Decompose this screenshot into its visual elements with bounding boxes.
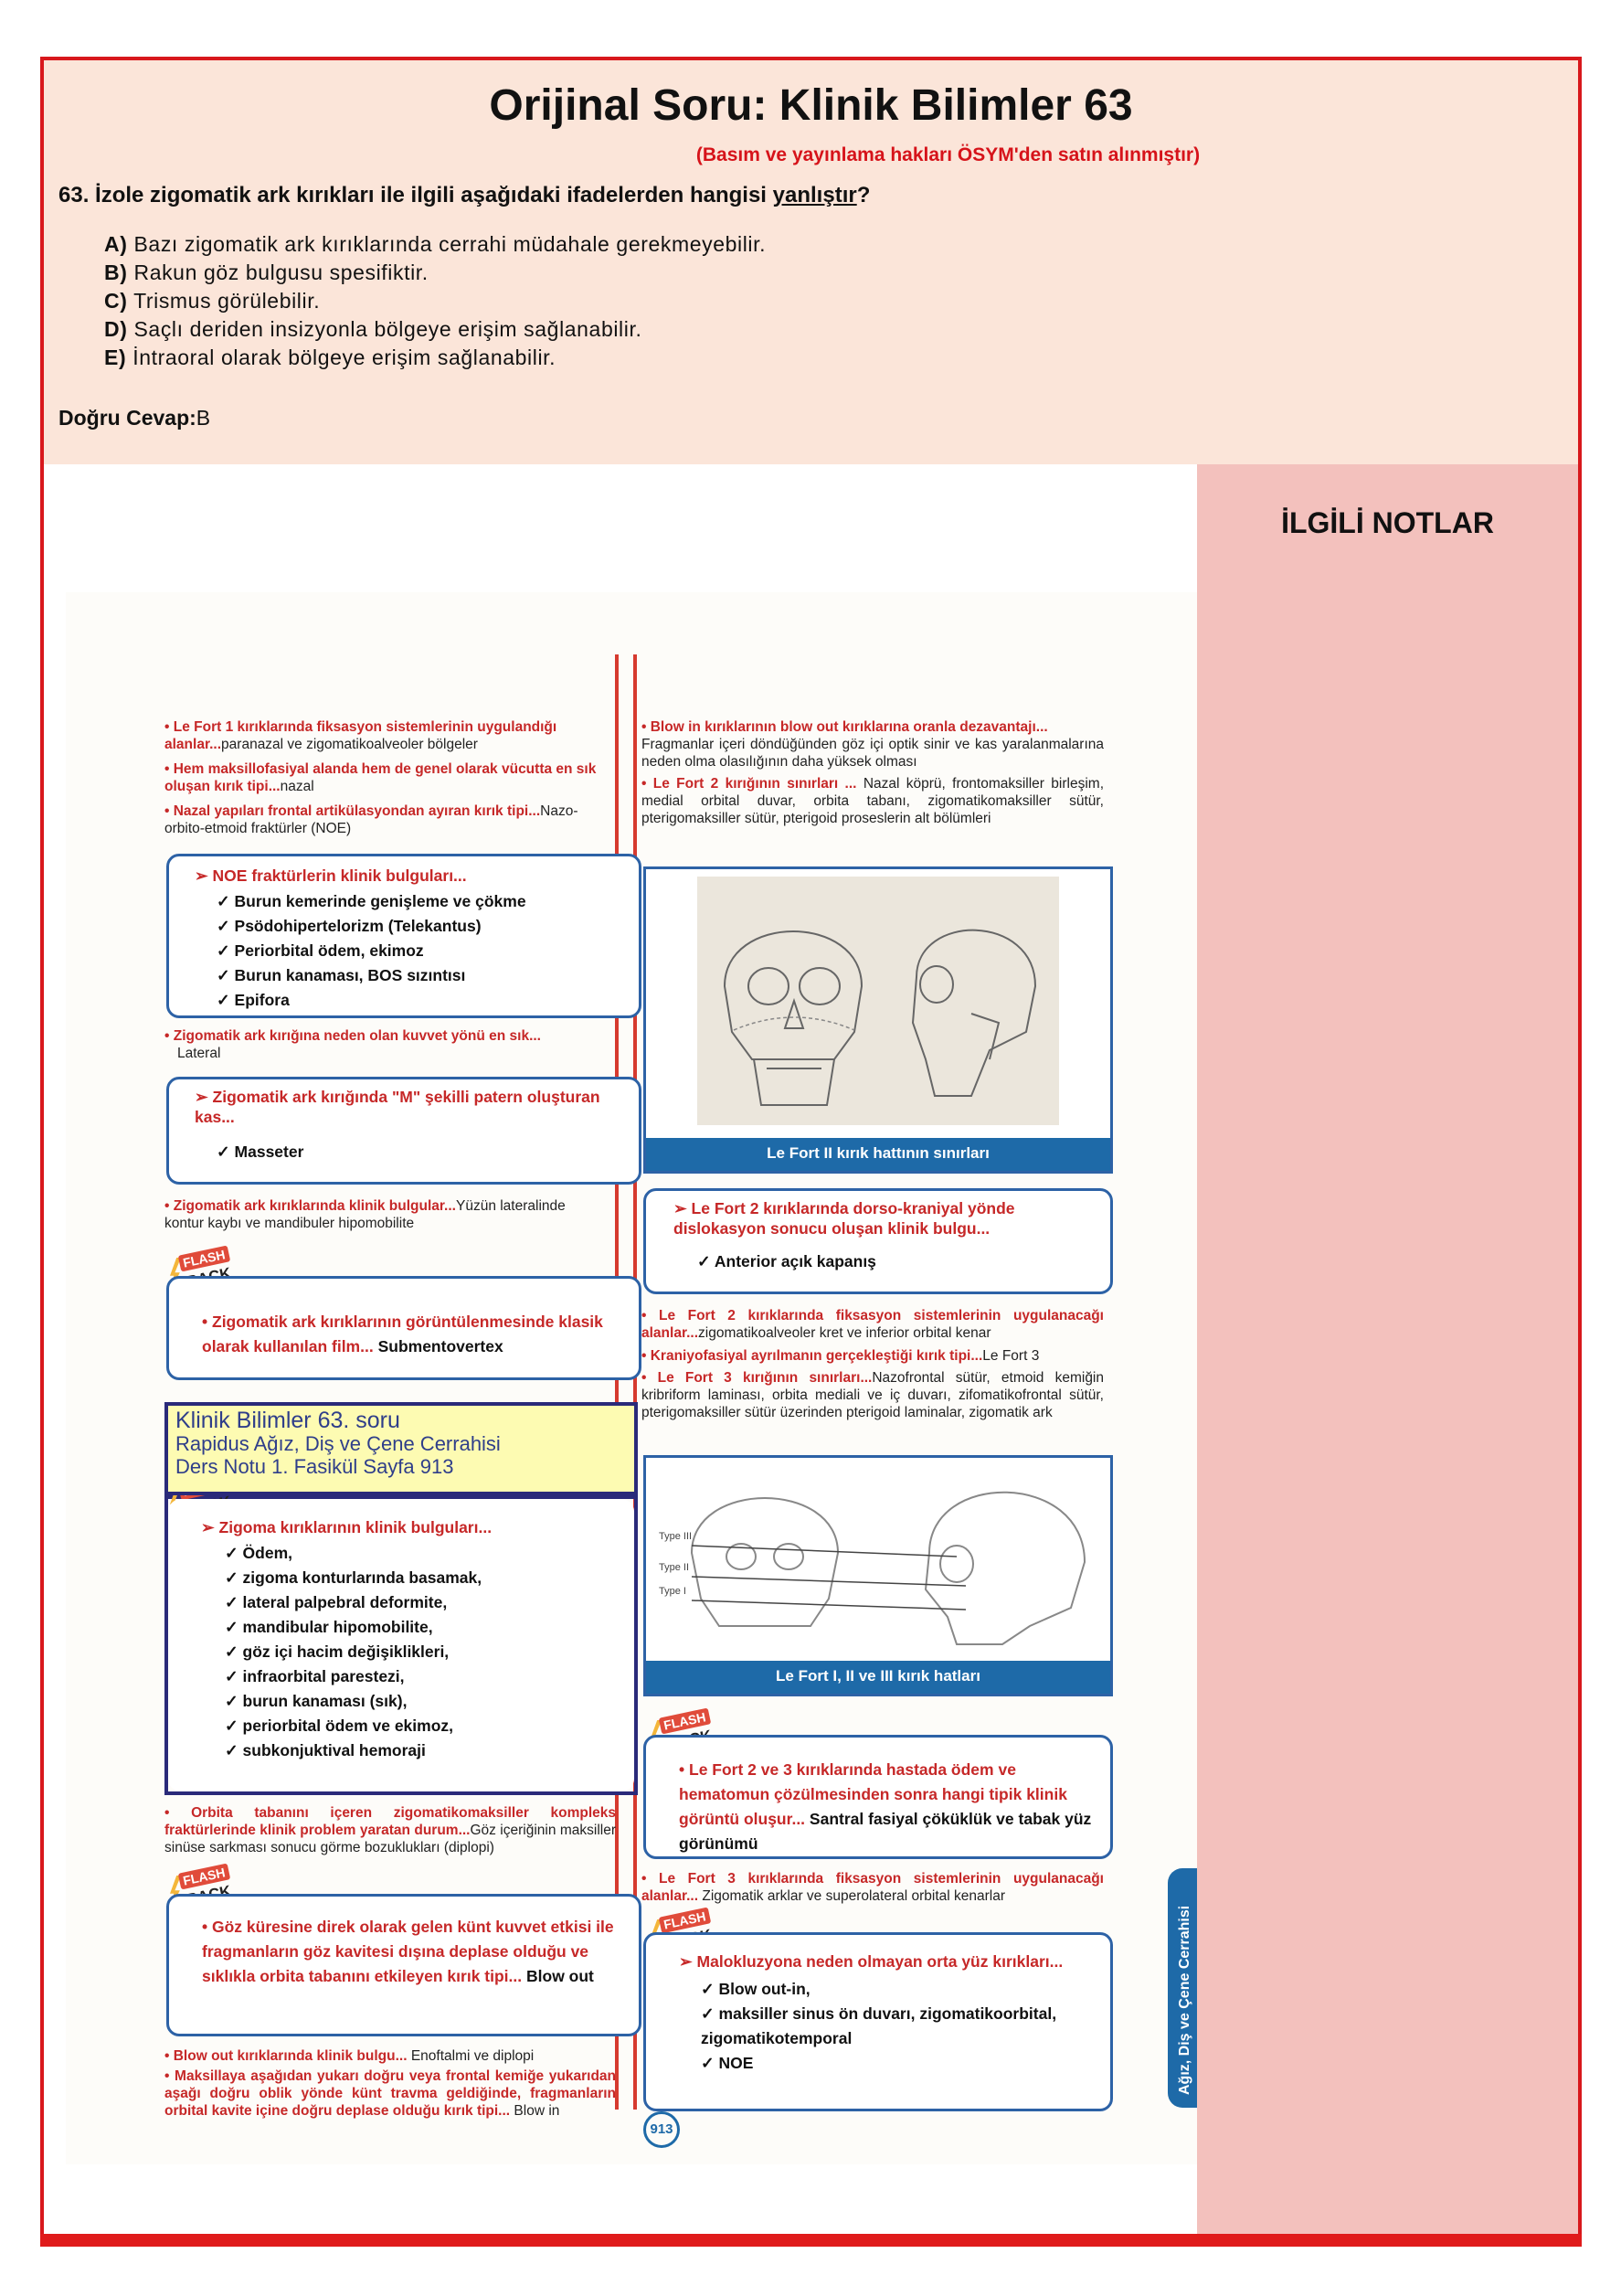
figure-caption: Le Fort II kırık hattının sınırları xyxy=(646,1138,1110,1171)
stem-mark: ? xyxy=(856,183,871,207)
bullet-craniofacial: • Kraniyofasiyal ayrılmanın gerçekleştiği kırık tipi...Le Fort 3 xyxy=(641,1348,1040,1364)
bullet-lefort2-fixation: • Le Fort 2 kırıklarında fiksasyon sistemlerinin uygulanacağı alanlar...zigomatikoalveoler kret ve inferior orbital kenar xyxy=(641,1308,1104,1341)
bullet-zygomatic-findings: • Zigomatik ark kırıklarında klinik bulgular...Yüzün lateralinde kontur kaybı ve mandibuler hipomobilite xyxy=(164,1198,566,1231)
list-item: ✓ burun kanaması (sık), xyxy=(225,1692,408,1710)
stem-text: İzole zigomatik ark kırıkları ile ilgili aşağıdaki ifadelerden hangisi xyxy=(95,183,767,207)
flashback-badge: FLASH xyxy=(651,1713,713,1753)
box-malocclusion-title: ➢ Malokluzyona neden olmayan orta yüz kırıkları... xyxy=(679,1952,1064,1971)
question-stem xyxy=(58,183,870,208)
list-item: ✓ zigoma konturlarında basamak, xyxy=(225,1568,482,1587)
reference-line-3: Ders Notu 1. Fasikül Sayfa 913 xyxy=(175,1455,454,1478)
list-item: ✓ Anterior açık kapanış xyxy=(697,1252,876,1270)
type-i-label: Type I xyxy=(659,1586,686,1597)
reference-label xyxy=(164,1402,638,1495)
flashback-text: • Göz küresine direk olarak gelen künt kuvvet etkisi ile fragmanların göz kavitesi dışına deplase olduğu ve sıklıkla orbita tabanını etkileyen kırık tipi... Blow out xyxy=(202,1918,614,1985)
bullet-orbital-floor: • Orbita tabanını içeren zigomatikomaksiller kompleks fraktürlerinde klinik problem yaratan durum...Göz içeriğinin maksiller sinüse sarkması sonucu görme bozuklukları (diplopi) xyxy=(164,1805,616,1855)
bullet-lefort3-fixation: • Le Fort 3 kırıklarında fiksasyon sistemlerinin uygulanacağı alanlar... Zigomatik arklar ve superolateral orbital kenarlar xyxy=(641,1871,1104,1904)
box-lefort2-dislocation xyxy=(643,1188,1113,1294)
option-e: E) İntraoral olarak bölgeye erişim sağlanabilir. xyxy=(104,345,556,369)
figure-caption: Le Fort I, II ve III kırık hatları xyxy=(646,1661,1110,1694)
book-page-image xyxy=(66,592,1197,2164)
bullet-blowin: • Maksillaya aşağıdan yukarı doğru veya frontal kemiğe yukarıdan aşağı doğru oblik yönde künt travma geldiğinde, fragmanların orbital kavite içine doğru deplase olduğu kırık tipi... Blow in xyxy=(164,2068,616,2119)
options-list xyxy=(104,230,766,372)
box-zygoma-list xyxy=(225,1541,482,1763)
option-a: A) Bazı zigomatik ark kırıklarında cerrahi müdahale gerekmeyebilir. xyxy=(104,232,767,256)
box-m-list xyxy=(217,1140,303,1164)
question-title: Orijinal Soru: Klinik Bilimler 63 xyxy=(489,81,1133,130)
page-number: 913 xyxy=(643,2111,680,2148)
bullet-common-fracture: • Hem maksillofasiyal alanda hem de genel olarak vücutta en sık oluşan kırık tipi...nazal xyxy=(164,761,597,794)
bullet-lefort2-borders: • Le Fort 2 kırığının sınırları ... Nazal köprü, frontomaksiller birleşim, medial orbital duvar, orbita tabanı, zigomatikomaksiller sütür, pterigomaksiller sütür, pterigoid proseslerin alt bölümleri xyxy=(641,776,1104,826)
bullet-lefort3-borders: • Le Fort 3 kırığının sınırları...Nazofrontal sütür, etmoid kemiğin kribriform laminası, orbita mediali ve iç duvarı, zifomatikofrontal sütür, pterigomaksiller sütür üzerinden pterigoid laminalar, zigomatik ark xyxy=(641,1370,1104,1420)
option-c: C) Trismus görülebilir. xyxy=(104,289,321,313)
type-ii-label: Type II xyxy=(659,1562,690,1573)
flashback-box-imaging xyxy=(166,1276,641,1380)
flashback-badge: FLASH xyxy=(170,1868,232,1908)
correct-answer: Doğru Cevap:B xyxy=(58,406,211,430)
bullet-blowin-disadvantage: • Blow in kırıklarının blow out kırıklarına oranla dezavantajı... Fragmanlar içeri döndüğünden göz içi optik sinir ve kas yaralanmalarına neden olma olasılığının daha yüksek olması xyxy=(641,719,1104,770)
rights-notice: (Basım ve yayınlama hakları ÖSYM'den satın alınmıştır) xyxy=(695,144,1201,165)
list-item: ✓ Ödem, xyxy=(225,1544,292,1562)
reference-line-1: Klinik Bilimler 63. soru xyxy=(175,1408,400,1433)
bullet-noe: • Nazal yapıları frontal artikülasyondan ayıran kırık tipi...Nazo-orbito-etmoid fraktürler (NOE) xyxy=(164,803,578,836)
bullet-blowout-findings: • Blow out kırıklarında klinik bulgu... Enoftalmi ve diplopi xyxy=(164,2048,535,2064)
list-item: ✓ maksiller sinus ön duvarı, zigomatikoorbital, zigomatikotemporal xyxy=(701,2004,1057,2047)
box-malocclusion xyxy=(643,1932,1113,2111)
option-d: D) Saçlı deriden insizyonla bölgeye erişim sağlanabilir. xyxy=(104,317,642,341)
flashback-text: • Le Fort 2 ve 3 kırıklarında hastada ödem ve hematomun çözülmesinden sonra hangi tipik klinik görüntü oluşur... Santral fasiyal çöküklük ve tabak yüz görünümü xyxy=(679,1760,1092,1853)
list-item: ✓ lateral palpebral deformite, xyxy=(225,1593,448,1611)
flashback-badge: FLASH xyxy=(651,1912,713,1952)
box-m-pattern xyxy=(166,1077,641,1185)
question-box xyxy=(44,60,1578,464)
box-zygoma-findings xyxy=(168,1499,634,1791)
chapter-side-tab: Ağız, Diş ve Çene Cerrahisi xyxy=(1168,1868,1197,2108)
list-item: ✓ NOE xyxy=(701,2054,754,2072)
flashback-box-blowout xyxy=(166,1894,641,2036)
figure-lefort-lines xyxy=(643,1455,1113,1696)
flashback-box-dishface xyxy=(643,1735,1113,1859)
stem-underlined: yanlıştır xyxy=(772,183,857,207)
list-item: ✓ mandibular hipomobilite, xyxy=(225,1618,433,1636)
bullet-force-direction: • Zigomatik ark kırığına neden olan kuvvet yönü en sık... Lateral xyxy=(164,1028,541,1061)
box-malocclusion-list xyxy=(701,1977,1085,2076)
list-item: ✓ Burun kemerinde genişleme ve çökme xyxy=(217,892,526,910)
box-noe-findings xyxy=(166,854,641,1018)
notes-panel xyxy=(1197,464,1578,2242)
figure-lefort2 xyxy=(643,866,1113,1174)
bottom-bar xyxy=(40,2234,1582,2247)
document-frame xyxy=(40,57,1582,2246)
skull-lines-illustration xyxy=(655,1462,1103,1659)
box-m-title: ➢ Zigomatik ark kırığında "M" şekilli patern oluşturan kas... xyxy=(195,1088,600,1126)
list-item: ✓ Epifora xyxy=(217,991,290,1009)
list-item: ✓ Psödohipertelorizm (Telekantus) xyxy=(217,917,482,935)
box-zygoma-title: ➢ Zigoma kırıklarının klinik bulguları... xyxy=(201,1518,493,1536)
list-item: ✓ infraorbital parestezi, xyxy=(225,1667,405,1685)
question-number: 63. xyxy=(58,183,90,207)
box-noe-list xyxy=(217,889,526,1013)
reference-line-2: Rapidus Ağız, Diş ve Çene Cerrahisi xyxy=(175,1432,501,1455)
list-item: ✓ periorbital ödem ve ekimoz, xyxy=(225,1717,454,1735)
flashback-badge: FLASH xyxy=(170,1250,232,1291)
list-item: ✓ Burun kanaması, BOS sızıntısı xyxy=(217,966,466,984)
list-item: ✓ Periorbital ödem, ekimoz xyxy=(217,941,424,960)
list-item: ✓ subkonjuktival hemoraji xyxy=(225,1741,426,1759)
box-noe-title: ➢ NOE fraktürlerin klinik bulguları... xyxy=(195,866,467,885)
notes-title: İLGİLİ NOTLAR xyxy=(1281,506,1494,539)
skull-illustration xyxy=(697,877,1059,1125)
type-iii-label: Type III xyxy=(659,1531,693,1542)
list-item: ✓ göz içi hacim değişiklikleri, xyxy=(225,1642,450,1661)
list-item: ✓ Blow out-in, xyxy=(701,1980,810,1998)
flashback-text: • Zigomatik ark kırıklarının görüntülenmesinde klasik olarak kullanılan film... Submentovertex xyxy=(202,1313,603,1355)
box-lefort2-list xyxy=(697,1249,876,1274)
bullet-lefort1-fixation: • Le Fort 1 kırıklarında fiksasyon sistemlerinin uygulandığı alanlar...paranazal ve zigomatikoalveoler bölgeler xyxy=(164,719,557,752)
option-b: B) Rakun göz bulgusu spesifiktir. xyxy=(104,260,429,284)
box-lefort2-title: ➢ Le Fort 2 kırıklarında dorso-kraniyal yönde dislokasyon sonucu oluşan klinik bulgu... xyxy=(673,1199,1015,1238)
list-item: ✓ Masseter xyxy=(217,1143,304,1161)
